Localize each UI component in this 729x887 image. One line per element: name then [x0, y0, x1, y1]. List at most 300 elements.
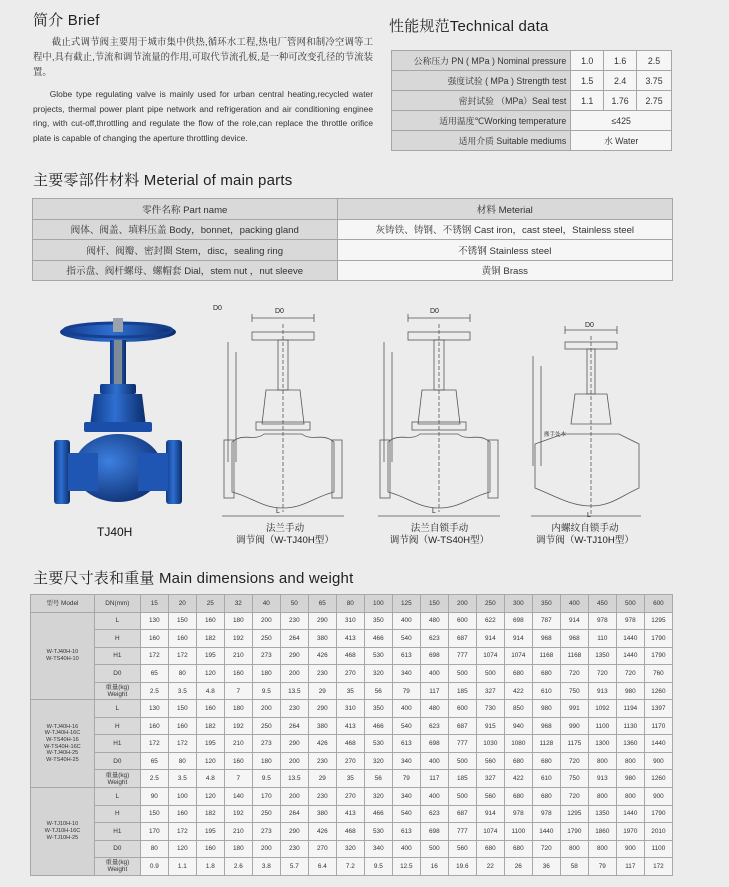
dims-value-cell: 1092: [588, 700, 616, 718]
dims-value-cell: 680: [504, 665, 532, 683]
dims-model-name: W-TS40H-10: [46, 655, 79, 662]
dims-value-cell: 530: [364, 647, 392, 665]
dims-value-cell: 273: [252, 735, 280, 753]
dims-dn-cell: 250: [476, 595, 504, 613]
dims-value-cell: 750: [560, 682, 588, 700]
dims-value-cell: 150: [168, 612, 196, 630]
dims-value-cell: 264: [280, 717, 308, 735]
dims-value-cell: 500: [420, 840, 448, 858]
dims-value-cell: 468: [336, 647, 364, 665]
dims-value-cell: 750: [560, 770, 588, 788]
brief-cn-text: 截止式调节阀主要用于城市集中供热,循环水工程,热电厂管网和制冷空调等工程中,具有截止,节流和调节流量的作用,可取代节流孔板,是一种可改变孔径的节流装置。: [33, 36, 373, 77]
dims-value-cell: 140: [224, 788, 252, 806]
dims-value-cell: 200: [280, 788, 308, 806]
dims-value-cell: 426: [308, 647, 336, 665]
dims-value-cell: 160: [196, 700, 224, 718]
dims-value-cell: 978: [588, 612, 616, 630]
dims-value-cell: 9.5: [252, 682, 280, 700]
dims-value-cell: 914: [560, 612, 588, 630]
dims-param: [94, 612, 140, 630]
dims-value-cell: 687: [448, 630, 476, 648]
dims-value-cell: 380: [308, 805, 336, 823]
dims-dn-cell: 150: [420, 595, 448, 613]
parts-part-cell: 指示盘、阀杆螺母、螺帽套 Dial，stem nut ，nut sleeve: [33, 260, 338, 281]
dims-value-cell: 200: [280, 665, 308, 683]
dims-value-cell: 720: [560, 665, 588, 683]
dims-param-label: L: [115, 792, 120, 800]
dims-param-label-en: Weight: [107, 691, 128, 698]
dims-value-cell: 530: [364, 735, 392, 753]
tech-value: 2.4: [604, 71, 637, 91]
dims-value-cell: 35: [336, 682, 364, 700]
dims-value-cell: 117: [420, 682, 448, 700]
dims-value-cell: 340: [392, 788, 420, 806]
dims-value-cell: 320: [364, 788, 392, 806]
tech-row: [392, 51, 672, 71]
d3-note: 搬手处本: [544, 432, 567, 438]
dims-table: [30, 594, 673, 876]
dims-value-cell: 180: [252, 665, 280, 683]
dims-value-cell: 160: [140, 630, 168, 648]
dims-value-cell: 1790: [560, 823, 588, 841]
parts-material-cell: 灰铸铁、铸钢、不锈钢 Cast iron，cast steel，Stainless steel: [337, 219, 672, 240]
dims-value-cell: 413: [336, 805, 364, 823]
dims-row: [31, 805, 673, 823]
tech-value: 水 Water: [571, 131, 672, 151]
dims-value-cell: 915: [476, 717, 504, 735]
d3-l-label: L: [587, 512, 591, 519]
dims-value-cell: 160: [224, 752, 252, 770]
dims-value-cell: 978: [504, 805, 532, 823]
dims-value-cell: 16: [420, 858, 448, 876]
dims-value-cell: 9.5: [252, 770, 280, 788]
dims-value-cell: 192: [224, 630, 252, 648]
dims-value-cell: 800: [588, 752, 616, 770]
dims-value-cell: 500: [448, 788, 476, 806]
dims-value-cell: 1.1: [168, 858, 196, 876]
dims-value-cell: 0.9: [140, 858, 168, 876]
d3-d0-label: D0: [585, 322, 594, 329]
parts-part-cell: 阀杆、阀瓣、密封圈 Stem，disc，sealing ring: [33, 240, 338, 261]
tech-value: 3.75: [637, 71, 672, 91]
dims-dn-cell: 15: [140, 595, 168, 613]
dims-value-cell: 110: [588, 630, 616, 648]
dims-param-label: D0: [113, 845, 122, 853]
dims-value-cell: 120: [196, 752, 224, 770]
dims-value-cell: 230: [280, 612, 308, 630]
dims-value-cell: 400: [392, 700, 420, 718]
brief-en-text: Globe type regulating valve is mainly used for urban central heating,recycled water projects, thermal power plant pipe network and refrigeration and air conditioning enginee ring, with cut-off,throttling and regulate the flow of the role,can replace the throttle orifice plate is capable of changing the aperture throttling device.: [33, 89, 373, 143]
dims-value-cell: 1300: [588, 735, 616, 753]
dims-value-cell: 13.5: [280, 770, 308, 788]
dims-param-label: H: [115, 634, 120, 642]
dims-value-cell: 160: [224, 665, 252, 683]
dims-value-cell: 290: [280, 823, 308, 841]
dims-value-cell: 12.5: [392, 858, 420, 876]
parts-material-cell: 不锈钢 Stainless steel: [337, 240, 672, 261]
dims-value-cell: 600: [448, 700, 476, 718]
d1-d0-label-2: D0: [275, 308, 284, 315]
dims-value-cell: 250: [252, 805, 280, 823]
brief-title: 简介 Brief: [33, 12, 100, 29]
dims-param: [94, 647, 140, 665]
dims-value-cell: 622: [476, 612, 504, 630]
dims-param-label: D0: [113, 757, 122, 765]
dims-value-cell: 195: [196, 647, 224, 665]
tech-label: 强度试验 ( MPa ) Strength test: [392, 71, 571, 91]
dims-value-cell: 968: [532, 630, 560, 648]
dims-param: [94, 858, 140, 876]
dims-value-cell: 130: [140, 700, 168, 718]
dims-value-cell: 160: [168, 630, 196, 648]
dims-dn-cell: 80: [336, 595, 364, 613]
dims-value-cell: 400: [420, 752, 448, 770]
dims-value-cell: 1790: [644, 647, 672, 665]
dims-group-models: [31, 700, 95, 788]
dims-value-cell: 1790: [644, 805, 672, 823]
dims-value-cell: 36: [532, 858, 560, 876]
d1-caption-line2: 调节阀（W-TJ40H型）: [236, 535, 334, 546]
dims-value-cell: 1970: [616, 823, 644, 841]
dims-value-cell: 79: [392, 682, 420, 700]
dims-value-cell: 400: [392, 840, 420, 858]
dims-param: [94, 805, 140, 823]
dims-value-cell: 320: [364, 752, 392, 770]
dims-value-cell: 610: [532, 682, 560, 700]
dims-value-cell: 270: [308, 840, 336, 858]
dims-value-cell: 4.8: [196, 682, 224, 700]
dims-param-label: H: [115, 722, 120, 730]
valve-photo: [50, 318, 200, 523]
dims-value-cell: 913: [588, 682, 616, 700]
dims-value-cell: 687: [448, 717, 476, 735]
dims-row: [31, 788, 673, 806]
dims-value-cell: 687: [448, 805, 476, 823]
dims-value-cell: 900: [616, 840, 644, 858]
dims-param-label: 重量(kg): [105, 771, 130, 779]
dims-value-cell: 117: [616, 858, 644, 876]
d2-caption-line2: 调节阀（W-TS40H型）: [389, 535, 490, 546]
dims-value-cell: 120: [196, 788, 224, 806]
dims-param-label: L: [115, 617, 120, 625]
d1-l-label: L: [276, 508, 280, 515]
dims-value-cell: 940: [504, 717, 532, 735]
dims-value-cell: 1100: [588, 717, 616, 735]
dims-dn-cell: 20: [168, 595, 196, 613]
dims-value-cell: 540: [392, 805, 420, 823]
dims-value-cell: 1397: [644, 700, 672, 718]
dims-value-cell: 980: [616, 770, 644, 788]
dims-value-cell: 530: [364, 823, 392, 841]
dims-model-name: W-TS40H-16: [46, 737, 79, 744]
dims-value-cell: 210: [224, 823, 252, 841]
dims-value-cell: 1350: [588, 647, 616, 665]
dims-value-cell: 380: [308, 630, 336, 648]
tech-label: 公称压力 PN ( MPa ) Nominal pressure: [392, 51, 571, 71]
dims-value-cell: 1440: [616, 647, 644, 665]
dims-param-label: H: [115, 810, 120, 818]
dims-value-cell: 560: [476, 752, 504, 770]
d2-caption-line1: 法兰自锁手动: [410, 523, 469, 534]
dims-title: 主要尺寸表和重量 Main dimensions and weight: [33, 570, 354, 587]
dims-value-cell: 230: [308, 752, 336, 770]
photo-model-label: TJ40H: [97, 525, 133, 539]
tech-row: [392, 71, 672, 91]
dims-value-cell: 150: [140, 805, 168, 823]
parts-header-material: 材料 Meterial: [337, 199, 672, 220]
dims-value-cell: 623: [420, 717, 448, 735]
dims-value-cell: 500: [448, 752, 476, 770]
dims-value-cell: 980: [532, 700, 560, 718]
dims-value-cell: 500: [448, 665, 476, 683]
dims-group-models: [31, 788, 95, 876]
dims-param-label: H1: [113, 652, 122, 660]
dims-value-cell: 730: [476, 700, 504, 718]
dims-value-cell: 1130: [616, 717, 644, 735]
d1-caption-line1: 法兰手动: [265, 523, 305, 534]
dims-value-cell: 230: [308, 665, 336, 683]
dims-value-cell: 720: [588, 665, 616, 683]
dims-value-cell: 1100: [644, 840, 672, 858]
dims-value-cell: 623: [420, 630, 448, 648]
dims-value-cell: 320: [336, 840, 364, 858]
dims-value-cell: 192: [224, 717, 252, 735]
dims-value-cell: 4.8: [196, 770, 224, 788]
dims-value-cell: 160: [140, 717, 168, 735]
dims-value-cell: 185: [448, 770, 476, 788]
dims-value-cell: 720: [560, 788, 588, 806]
dims-row: [31, 840, 673, 858]
dims-row: [31, 700, 673, 718]
dims-dn-cell: 450: [588, 595, 616, 613]
dims-dn-header: DN(mm): [94, 595, 140, 613]
dims-model-name: W-TJ10H-25: [46, 834, 79, 841]
dims-dn-cell: 40: [252, 595, 280, 613]
dims-model-header: 型号 Model: [31, 595, 95, 613]
dims-value-cell: 466: [364, 717, 392, 735]
dims-value-cell: 760: [644, 665, 672, 683]
dims-value-cell: 400: [392, 612, 420, 630]
dims-value-cell: 7: [224, 682, 252, 700]
dims-value-cell: 180: [224, 700, 252, 718]
dims-param: [94, 630, 140, 648]
dims-value-cell: 195: [196, 823, 224, 841]
dims-param: [94, 735, 140, 753]
tech-table: [391, 50, 672, 151]
dims-model-name: W-TJ40H-10: [46, 649, 79, 656]
dims-value-cell: 160: [196, 612, 224, 630]
dims-row: [31, 717, 673, 735]
dims-value-cell: 172: [168, 647, 196, 665]
dims-value-cell: 720: [532, 840, 560, 858]
dims-value-cell: 340: [364, 840, 392, 858]
drawing-threaded-selflock: [525, 326, 645, 521]
dims-value-cell: 1860: [588, 823, 616, 841]
tech-value: 2.75: [637, 91, 672, 111]
dims-value-cell: 1350: [588, 805, 616, 823]
dims-value-cell: 26: [504, 858, 532, 876]
dims-dn-cell: 50: [280, 595, 308, 613]
dims-value-cell: 182: [196, 805, 224, 823]
dims-param-label: H1: [113, 740, 122, 748]
tech-title: 性能规范Technical data: [389, 18, 549, 35]
dims-row: [31, 735, 673, 753]
dims-value-cell: 290: [308, 700, 336, 718]
dims-value-cell: 698: [420, 647, 448, 665]
dims-value-cell: 65: [140, 665, 168, 683]
dims-value-cell: 192: [224, 805, 252, 823]
dims-dn-cell: 100: [364, 595, 392, 613]
dims-param: [94, 788, 140, 806]
tech-label: 适用介质 Suitable mediums: [392, 131, 571, 151]
dims-value-cell: 182: [196, 630, 224, 648]
tech-value: 2.5: [637, 51, 672, 71]
dims-value-cell: 120: [196, 665, 224, 683]
dims-param: [94, 752, 140, 770]
dims-value-cell: 350: [364, 700, 392, 718]
dims-value-cell: 130: [140, 612, 168, 630]
dims-model-name: W-TJ40H-25: [46, 750, 79, 757]
dims-value-cell: 3.5: [168, 682, 196, 700]
tech-value: 1.6: [604, 51, 637, 71]
dims-value-cell: 980: [616, 682, 644, 700]
dims-value-cell: 400: [420, 665, 448, 683]
dims-value-cell: 29: [308, 682, 336, 700]
dims-value-cell: 180: [252, 752, 280, 770]
parts-material-cell: 黄铜 Brass: [337, 260, 672, 281]
dims-value-cell: 200: [280, 752, 308, 770]
dims-dn-cell: 32: [224, 595, 252, 613]
dims-value-cell: 172: [140, 735, 168, 753]
tech-value: 1.76: [604, 91, 637, 111]
dims-value-cell: 680: [532, 788, 560, 806]
dims-param: [94, 770, 140, 788]
dims-value-cell: 6.4: [308, 858, 336, 876]
dims-dn-cell: 400: [560, 595, 588, 613]
dims-value-cell: 230: [280, 700, 308, 718]
dims-value-cell: 800: [560, 840, 588, 858]
dims-value-cell: 1168: [560, 647, 588, 665]
dims-value-cell: 1440: [532, 823, 560, 841]
dims-value-cell: 172: [168, 823, 196, 841]
dims-value-cell: 680: [476, 840, 504, 858]
dims-value-cell: 1100: [504, 823, 532, 841]
dims-value-cell: 800: [616, 752, 644, 770]
dims-row: [31, 858, 673, 876]
dims-value-cell: 1790: [644, 630, 672, 648]
dims-value-cell: 58: [560, 858, 588, 876]
dims-dn-cell: 300: [504, 595, 532, 613]
dims-value-cell: 680: [504, 840, 532, 858]
dims-value-cell: 180: [224, 612, 252, 630]
dims-value-cell: 19.6: [448, 858, 476, 876]
dims-row: [31, 770, 673, 788]
dims-value-cell: 290: [280, 647, 308, 665]
dims-value-cell: 1260: [644, 770, 672, 788]
dims-value-cell: 680: [532, 752, 560, 770]
dims-value-cell: 680: [504, 788, 532, 806]
dims-value-cell: 56: [364, 682, 392, 700]
dims-param-label: D0: [113, 669, 122, 677]
dims-value-cell: 270: [336, 752, 364, 770]
dims-value-cell: 80: [140, 840, 168, 858]
dims-value-cell: 613: [392, 823, 420, 841]
dims-value-cell: 290: [308, 612, 336, 630]
dims-value-cell: 720: [616, 665, 644, 683]
dims-value-cell: 340: [392, 752, 420, 770]
dims-value-cell: 264: [280, 630, 308, 648]
dims-value-cell: 1074: [476, 823, 504, 841]
dims-value-cell: 777: [448, 823, 476, 841]
parts-header-row: [33, 199, 673, 220]
dims-value-cell: 172: [140, 647, 168, 665]
dims-value-cell: 200: [252, 700, 280, 718]
dims-value-cell: 900: [644, 788, 672, 806]
dims-value-cell: 250: [252, 717, 280, 735]
dims-value-cell: 100: [168, 788, 196, 806]
dims-value-cell: 160: [196, 840, 224, 858]
dims-value-cell: 800: [588, 788, 616, 806]
dims-value-cell: 210: [224, 647, 252, 665]
tech-value: 1.0: [571, 51, 604, 71]
dims-value-cell: 320: [364, 665, 392, 683]
dims-header-row: [31, 595, 673, 613]
dims-value-cell: 65: [140, 752, 168, 770]
dims-value-cell: 800: [588, 840, 616, 858]
dims-dn-cell: 65: [308, 595, 336, 613]
dims-value-cell: 3.5: [168, 770, 196, 788]
dims-value-cell: 210: [224, 735, 252, 753]
dims-param-label: L: [115, 705, 120, 713]
dims-value-cell: 172: [168, 735, 196, 753]
dims-value-cell: 80: [168, 665, 196, 683]
dims-value-cell: 698: [420, 823, 448, 841]
dims-dn-cell: 600: [644, 595, 672, 613]
dims-model-name: W-TJ40H-16: [46, 723, 79, 730]
dims-value-cell: 310: [336, 700, 364, 718]
dims-value-cell: 426: [308, 735, 336, 753]
dims-value-cell: 777: [448, 735, 476, 753]
dims-value-cell: 540: [392, 630, 420, 648]
dims-value-cell: 170: [252, 788, 280, 806]
dims-param: [94, 717, 140, 735]
dims-param-label-en: Weight: [107, 866, 128, 874]
dims-dn-cell: 350: [532, 595, 560, 613]
dims-value-cell: 1.8: [196, 858, 224, 876]
dims-value-cell: 480: [420, 700, 448, 718]
dims-value-cell: 1360: [616, 735, 644, 753]
dims-value-cell: 540: [392, 717, 420, 735]
dims-param-label-en: Weight: [107, 778, 128, 786]
tech-value: 1.1: [571, 91, 604, 111]
dims-value-cell: 623: [420, 805, 448, 823]
parts-row: [33, 260, 673, 281]
d1-caption: [230, 523, 340, 547]
dims-value-cell: 991: [560, 700, 588, 718]
dims-value-cell: 160: [168, 717, 196, 735]
dims-value-cell: 79: [392, 770, 420, 788]
dims-row: [31, 752, 673, 770]
dims-param-label: 重量(kg): [105, 684, 130, 691]
dims-model-name: W-TS40H-16C: [44, 743, 81, 750]
dims-value-cell: 777: [448, 647, 476, 665]
dims-value-cell: 610: [532, 770, 560, 788]
dims-value-cell: 172: [644, 858, 672, 876]
dims-value-cell: 185: [448, 682, 476, 700]
dims-value-cell: 1440: [616, 805, 644, 823]
dims-param: [94, 700, 140, 718]
dims-value-cell: 2.5: [140, 770, 168, 788]
